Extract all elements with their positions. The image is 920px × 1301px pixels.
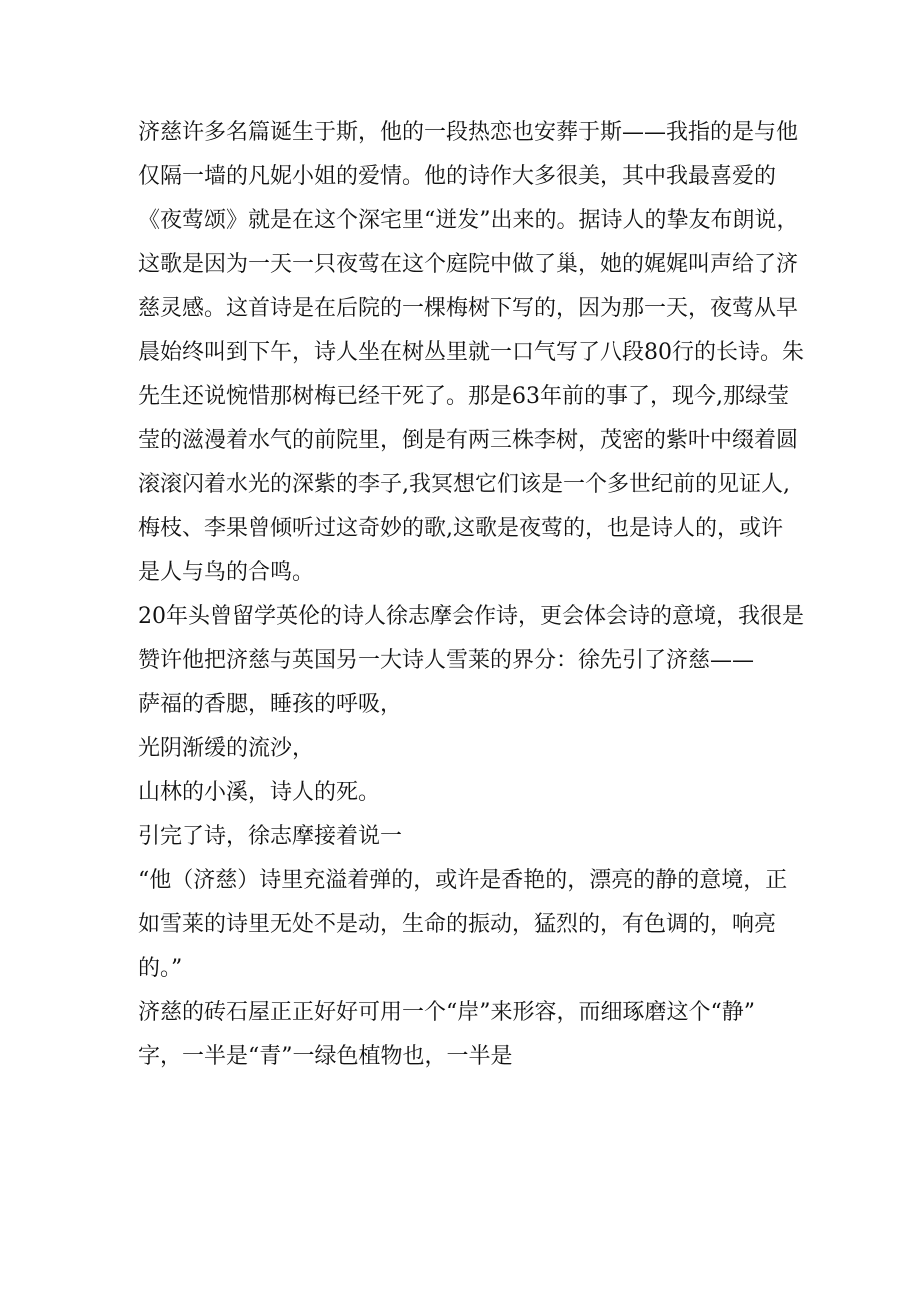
text-line: 这歌是因为一天一只夜莺在这个庭院中做了巢，她的娓娓叫声给了济 [138, 252, 799, 277]
text-line: 先生还说惋惜那树梅已经干死了。那是63年前的事了，现今,那绿莹 [138, 384, 789, 409]
text-line: “他（济慈）诗里充溢着弹的，或许是香艳的，漂亮的静的意境，正 [138, 868, 788, 893]
text-line: 的。” [138, 956, 183, 981]
text-line: 山林的小溪，诗人的死。 [138, 780, 381, 805]
text-line: 梅枝、李果曾倾听过这奇妙的歌,这歌是夜莺的，也是诗人的，或许 [138, 516, 783, 541]
body-text [138, 111, 804, 1079]
text-line: 光阴渐缓的流沙， [138, 736, 315, 761]
text-line: 赞许他把济慈与英国另一大诗人雪莱的界分：徐先引了济慈—— [138, 648, 755, 673]
text-line: 晨始终叫到下午，诗人坐在树丛里就一口气写了八段80行的长诗。朱 [138, 340, 804, 365]
text-line: 滚滚闪着水光的深紫的李子,我冥想它们该是一个多世纪前的见证人, [138, 472, 790, 497]
text-line: 引完了诗，徐志摩接着说一 [138, 824, 403, 849]
text-line: 是人与鸟的合鸣。 [138, 560, 315, 585]
text-line: 济慈许多名篇诞生于斯，他的一段热恋也安葬于斯——我指的是与他 [138, 120, 799, 145]
text-line: 如雪莱的诗里无处不是动，生命的振动，猛烈的，有色调的，响亮 [138, 912, 777, 937]
text-line: 莹的滋漫着水气的前院里，倒是有两三株李树，茂密的紫叶中缀着圆 [138, 428, 799, 453]
text-line: 字，一半是“青”一绿色植物也，一半是 [138, 1044, 513, 1069]
text-line: 济慈的砖石屋正正好好可用一个“岸”来形容，而细琢磨这个“静” [138, 1000, 755, 1025]
text-line: 萨福的香腮，睡孩的呼吸， [138, 692, 403, 717]
text-line: 20年头曾留学英伦的诗人徐志摩会作诗，更会体会诗的意境，我很是 [138, 604, 804, 629]
text-line: 慈灵感。这首诗是在后院的一棵梅树下写的，因为那一天，夜莺从早 [138, 296, 799, 321]
text-line: 《夜莺颂》就是在这个深宅里“迸发”出来的。据诗人的挚友布朗说， [138, 208, 799, 233]
text-line: 仅隔一墙的凡妮小姐的爱情。他的诗作大多很美，其中我最喜爱的 [138, 164, 777, 189]
